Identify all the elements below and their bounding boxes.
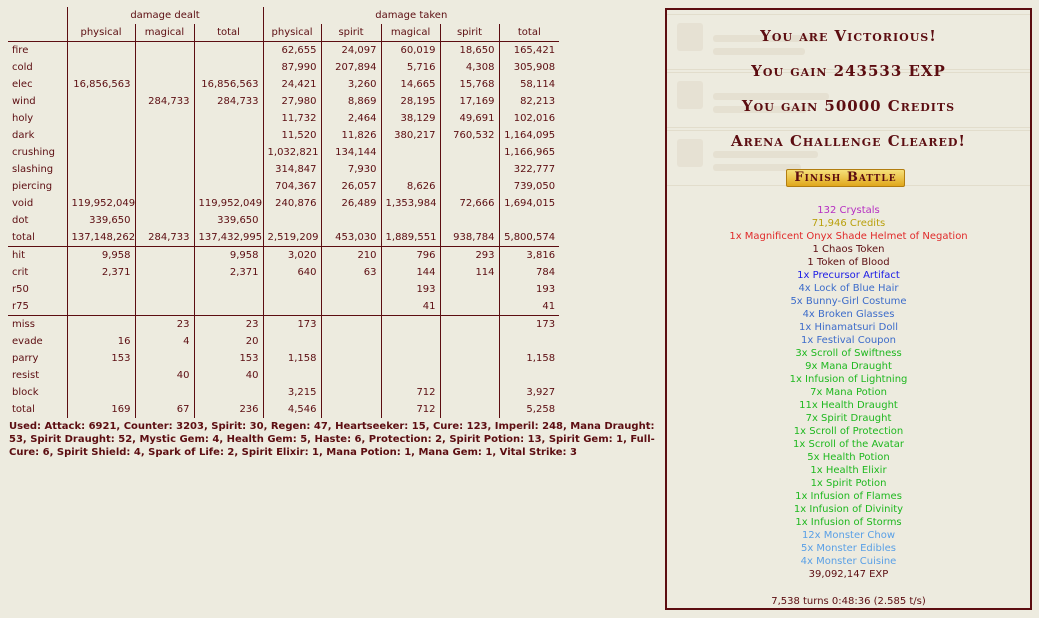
- stat-cell: 5,800,574: [499, 229, 559, 247]
- stat-cell: 87,990: [263, 59, 321, 76]
- loot-item-consumable: 11x Health Draught: [799, 400, 898, 411]
- stat-cell: 8,626: [381, 178, 440, 195]
- stat-cell: 760,532: [440, 127, 499, 144]
- column-header: total: [194, 24, 263, 42]
- stat-cell: [135, 42, 194, 60]
- stat-cell: [194, 298, 263, 316]
- stat-row: [8, 76, 559, 93]
- stat-cell: 1,694,015: [499, 195, 559, 212]
- stat-cell: [135, 127, 194, 144]
- stat-cell: 169: [67, 401, 135, 418]
- stat-row: [8, 401, 559, 418]
- column-header: physical: [67, 24, 135, 42]
- stat-cell: [135, 144, 194, 161]
- loot-item-plain: 1 Token of Blood: [807, 257, 890, 268]
- loot-item-consumable: 1x Infusion of Flames: [795, 491, 902, 502]
- victory-panel: [665, 8, 1032, 610]
- stat-row: [8, 247, 559, 265]
- row-label: void: [12, 198, 34, 209]
- stat-cell: 17,169: [440, 93, 499, 110]
- stat-row: [8, 161, 559, 178]
- row-label: holy: [12, 113, 34, 124]
- stat-cell: 284,733: [194, 93, 263, 110]
- row-label: dark: [12, 130, 35, 141]
- column-header: spirit: [440, 24, 499, 42]
- loot-item-plain: 1 Chaos Token: [812, 244, 885, 255]
- stat-cell: 16,856,563: [194, 76, 263, 93]
- stat-cell: [263, 333, 321, 350]
- stat-cell: 3,215: [263, 384, 321, 401]
- row-label: crushing: [12, 147, 55, 158]
- stat-cell: 1,158: [263, 350, 321, 367]
- stat-cell: [440, 212, 499, 229]
- stat-cell: 119,952,049: [194, 195, 263, 212]
- stat-cell: 24,421: [263, 76, 321, 93]
- damage-dealt-header: damage dealt: [67, 7, 263, 24]
- stat-cell: [440, 281, 499, 298]
- loot-item-consumable: 9x Mana Draught: [805, 361, 892, 372]
- stat-cell: 41: [381, 298, 440, 316]
- stat-cell: 796: [381, 247, 440, 265]
- stat-cell: [440, 178, 499, 195]
- stat-cell: 2,371: [194, 264, 263, 281]
- stat-cell: 153: [194, 350, 263, 367]
- loot-item-food: 4x Monster Cuisine: [800, 556, 897, 567]
- stat-row: [8, 298, 559, 316]
- stat-row: [8, 195, 559, 212]
- stat-cell: [135, 212, 194, 229]
- arena-cleared: Arena Challenge Cleared!: [731, 132, 966, 150]
- stat-cell: 4,308: [440, 59, 499, 76]
- stat-cell: [321, 384, 381, 401]
- stat-cell: 82,213: [499, 93, 559, 110]
- loot-item-artifact: 1x Precursor Artifact: [797, 270, 900, 281]
- stat-cell: [135, 298, 194, 316]
- stat-cell: 102,016: [499, 110, 559, 127]
- loot-item-consumable: 7x Spirit Draught: [805, 413, 892, 424]
- stat-cell: 18,650: [440, 42, 499, 60]
- stat-cell: 165,421: [499, 42, 559, 60]
- stat-cell: 3,816: [499, 247, 559, 265]
- loot-item-consumable: 1x Infusion of Lightning: [789, 374, 908, 385]
- stat-cell: [135, 110, 194, 127]
- stat-cell: 14,665: [381, 76, 440, 93]
- stat-cell: 339,650: [67, 212, 135, 229]
- loot-item-costume: 5x Bunny-Girl Costume: [790, 296, 907, 307]
- stat-cell: 23: [194, 316, 263, 334]
- stat-cell: [67, 144, 135, 161]
- stat-row: [8, 350, 559, 367]
- damage-taken-header: damage taken: [263, 7, 559, 24]
- stat-cell: [499, 333, 559, 350]
- stat-cell: 4: [135, 333, 194, 350]
- stat-row: [8, 93, 559, 110]
- stat-cell: 339,650: [194, 212, 263, 229]
- stat-cell: [440, 350, 499, 367]
- stat-cell: [440, 401, 499, 418]
- stat-cell: [321, 401, 381, 418]
- loot-item-costume: 4x Lock of Blue Hair: [798, 283, 899, 294]
- row-label: total: [12, 404, 35, 415]
- row-label: cold: [12, 62, 33, 73]
- stat-cell: 9,958: [194, 247, 263, 265]
- row-label: hit: [8, 247, 67, 265]
- stat-cell: 9,958: [67, 247, 135, 265]
- stat-cell: [67, 178, 135, 195]
- stat-cell: [194, 127, 263, 144]
- stat-cell: 7,930: [321, 161, 381, 178]
- loot-item-crystal: 132 Crystals: [817, 205, 880, 216]
- stat-cell: 4,546: [263, 401, 321, 418]
- stat-cell: 11,520: [263, 127, 321, 144]
- stat-cell: [135, 195, 194, 212]
- stat-cell: 11,826: [321, 127, 381, 144]
- row-label: total: [12, 232, 35, 243]
- loot-item-costume: 4x Broken Glasses: [802, 309, 895, 320]
- row-label: crit: [12, 267, 29, 278]
- stat-cell: [67, 367, 135, 384]
- stat-cell: 1,032,821: [263, 144, 321, 161]
- stat-cell: 16: [67, 333, 135, 350]
- table-column-header: [8, 24, 559, 42]
- stat-cell: 119,952,049: [67, 195, 135, 212]
- stat-cell: [499, 212, 559, 229]
- mp-bar: [713, 48, 805, 55]
- stat-cell: 60,019: [381, 42, 440, 60]
- stat-cell: 210: [321, 247, 381, 265]
- stat-row: [8, 264, 559, 281]
- column-header: total: [499, 24, 559, 42]
- loot-item-consumable: 3x Scroll of Swiftness: [795, 348, 902, 359]
- stat-cell: [263, 367, 321, 384]
- loot-item-food: 5x Monster Edibles: [800, 543, 897, 554]
- stat-row: [8, 384, 559, 401]
- stat-cell: [263, 298, 321, 316]
- stat-cell: [440, 298, 499, 316]
- stat-cell: [194, 384, 263, 401]
- stat-cell: [67, 161, 135, 178]
- stat-cell: 67: [135, 401, 194, 418]
- stat-cell: [135, 76, 194, 93]
- stat-cell: 24,097: [321, 42, 381, 60]
- corner-cell: [8, 24, 67, 42]
- stat-cell: 27,980: [263, 93, 321, 110]
- table-group-header: [8, 7, 559, 24]
- battle-stats-table: [8, 7, 559, 418]
- stat-cell: [440, 161, 499, 178]
- loot-item-costume: 1x Festival Coupon: [801, 335, 896, 346]
- row-label: resist: [12, 370, 40, 381]
- skills-used-summary: Used: Attack: 6921, Counter: 3203, Spirit: 30, Regen: 47, Heartseeker: 15, Cure: 123, Imperil: 248, Mana Draught: 53, Spirit Draught: 52, Mystic Gem: 4, Health Gem: 5, Haste: 6, Protection: 2, Spirit Potion: 13, Spirit Gem: 1, Full-Cure: 6, Spirit Shield: 4, Spark of Life: 2, Spirit Elixir: 1, Mana Potion: 1, Mana Gem: 1, Vital Strike: 3: [9, 421, 655, 458]
- stat-cell: [321, 367, 381, 384]
- row-label: r50: [12, 284, 29, 295]
- loot-item-consumable: 7x Mana Potion: [810, 387, 887, 398]
- row-label: fire: [8, 42, 67, 60]
- stat-row: [8, 127, 559, 144]
- stat-cell: [440, 333, 499, 350]
- stat-cell: 16,856,563: [67, 76, 135, 93]
- stat-cell: 784: [499, 264, 559, 281]
- stat-cell: 144: [381, 264, 440, 281]
- stat-cell: [321, 212, 381, 229]
- stat-cell: 236: [194, 401, 263, 418]
- stat-cell: 23: [135, 316, 194, 334]
- stat-cell: [321, 350, 381, 367]
- stat-cell: [67, 110, 135, 127]
- stat-cell: [135, 178, 194, 195]
- stat-cell: 72,666: [440, 195, 499, 212]
- stat-cell: 38,129: [381, 110, 440, 127]
- row-label: evade: [12, 336, 43, 347]
- stat-cell: 293: [440, 247, 499, 265]
- loot-item-consumable: 1x Health Elixir: [810, 465, 887, 476]
- loot-item-consumable: 1x Scroll of the Avatar: [793, 439, 904, 450]
- stat-cell: [67, 93, 135, 110]
- stat-cell: [135, 59, 194, 76]
- stat-cell: 193: [499, 281, 559, 298]
- stat-cell: 40: [135, 367, 194, 384]
- row-label: miss: [8, 316, 67, 334]
- row-label: slashing: [12, 164, 54, 175]
- stat-cell: [67, 298, 135, 316]
- stat-cell: 207,894: [321, 59, 381, 76]
- stat-cell: [67, 42, 135, 60]
- row-label: r75: [12, 301, 29, 312]
- stat-cell: [381, 161, 440, 178]
- loot-item-consumable: 5x Health Potion: [807, 452, 890, 463]
- stat-cell: 153: [67, 350, 135, 367]
- loot-item-consumable: 1x Infusion of Storms: [795, 517, 902, 528]
- stat-cell: 3,020: [263, 247, 321, 265]
- stat-cell: 11,732: [263, 110, 321, 127]
- stat-cell: 1,164,095: [499, 127, 559, 144]
- stat-row: [8, 281, 559, 298]
- stat-cell: 712: [381, 401, 440, 418]
- stat-cell: 40: [194, 367, 263, 384]
- stat-cell: [321, 316, 381, 334]
- stat-cell: [381, 367, 440, 384]
- stat-cell: 134,144: [321, 144, 381, 161]
- stat-cell: [67, 59, 135, 76]
- turn-summary: 7,538 turns 0:48:36 (2.585 t/s): [771, 596, 926, 607]
- row-label: elec: [12, 79, 33, 90]
- stat-cell: 2,519,209: [263, 229, 321, 247]
- stat-cell: [194, 161, 263, 178]
- stat-cell: 58,114: [499, 76, 559, 93]
- stat-cell: 1,353,984: [381, 195, 440, 212]
- stat-cell: [381, 333, 440, 350]
- stat-cell: 1,889,551: [381, 229, 440, 247]
- stat-cell: [135, 281, 194, 298]
- stat-row: [8, 229, 559, 247]
- row-label: parry: [12, 353, 39, 364]
- stat-cell: 15,768: [440, 76, 499, 93]
- loot-list: [667, 204, 1030, 581]
- stat-cell: [67, 384, 135, 401]
- loot-item-legendary: 1x Magnificent Onyx Shade Helmet of Negation: [729, 231, 968, 242]
- loot-item-credit: 71,946 Credits: [811, 218, 886, 229]
- stat-cell: [381, 212, 440, 229]
- stat-cell: 1,166,965: [499, 144, 559, 161]
- stat-cell: 49,691: [440, 110, 499, 127]
- column-header: physical: [263, 24, 321, 42]
- stat-cell: 1,158: [499, 350, 559, 367]
- stat-row: [8, 42, 559, 60]
- stat-cell: 173: [263, 316, 321, 334]
- stat-cell: 26,057: [321, 178, 381, 195]
- stat-cell: 322,777: [499, 161, 559, 178]
- stat-cell: 5,716: [381, 59, 440, 76]
- stat-row: [8, 178, 559, 195]
- stat-row: [8, 367, 559, 384]
- stat-cell: [135, 384, 194, 401]
- stat-cell: 41: [499, 298, 559, 316]
- stat-cell: [135, 161, 194, 178]
- stat-cell: [194, 110, 263, 127]
- stat-cell: [67, 281, 135, 298]
- stat-cell: 380,217: [381, 127, 440, 144]
- stat-cell: [263, 281, 321, 298]
- stat-cell: 284,733: [135, 229, 194, 247]
- stat-cell: [67, 127, 135, 144]
- stat-cell: [135, 350, 194, 367]
- stat-cell: 284,733: [135, 93, 194, 110]
- stat-cell: [321, 333, 381, 350]
- stat-cell: [321, 298, 381, 316]
- stat-row: [8, 144, 559, 161]
- finish-battle-button[interactable]: Finish Battle: [786, 169, 905, 187]
- stat-cell: 453,030: [321, 229, 381, 247]
- stat-cell: [381, 350, 440, 367]
- stat-cell: [194, 144, 263, 161]
- corner-cell: [8, 7, 67, 24]
- stat-cell: [440, 144, 499, 161]
- stat-cell: [440, 367, 499, 384]
- row-label: dot: [12, 215, 29, 226]
- exp-gained: You gain 243533 EXP: [751, 62, 946, 80]
- stat-cell: [135, 264, 194, 281]
- stat-cell: 193: [381, 281, 440, 298]
- stat-cell: 739,050: [499, 178, 559, 195]
- loot-item-food: 12x Monster Chow: [801, 530, 896, 541]
- stat-row: [8, 110, 559, 127]
- stat-cell: 305,908: [499, 59, 559, 76]
- stat-cell: 938,784: [440, 229, 499, 247]
- stat-cell: 5,258: [499, 401, 559, 418]
- victory-heading: You are Victorious!: [760, 27, 937, 45]
- loot-item-consumable: 1x Infusion of Divinity: [793, 504, 904, 515]
- stat-cell: [135, 247, 194, 265]
- stat-cell: [194, 42, 263, 60]
- stat-cell: [381, 144, 440, 161]
- stat-cell: [321, 281, 381, 298]
- stat-row: [8, 59, 559, 76]
- stat-row: [8, 333, 559, 350]
- stat-cell: 62,655: [263, 42, 321, 60]
- stat-cell: 712: [381, 384, 440, 401]
- stat-cell: [440, 384, 499, 401]
- stat-cell: 26,489: [321, 195, 381, 212]
- column-header: magical: [381, 24, 440, 42]
- stat-cell: 314,847: [263, 161, 321, 178]
- stat-cell: 63: [321, 264, 381, 281]
- stat-row: [8, 212, 559, 229]
- stat-cell: 20: [194, 333, 263, 350]
- stat-cell: 3,927: [499, 384, 559, 401]
- stat-cell: 28,195: [381, 93, 440, 110]
- loot-item-costume: 1x Hinamatsuri Doll: [798, 322, 898, 333]
- stat-cell: [499, 367, 559, 384]
- stat-cell: 114: [440, 264, 499, 281]
- stat-cell: [194, 281, 263, 298]
- stat-cell: 137,148,262: [67, 229, 135, 247]
- column-header: spirit: [321, 24, 381, 42]
- credits-gained: You gain 50000 Credits: [741, 97, 956, 115]
- stat-cell: 640: [263, 264, 321, 281]
- row-label: block: [12, 387, 39, 398]
- stat-row: [8, 316, 559, 334]
- stat-cell: [263, 212, 321, 229]
- stat-cell: [381, 316, 440, 334]
- loot-item-plain: 39,092,147 EXP: [808, 569, 889, 580]
- stat-cell: 3,260: [321, 76, 381, 93]
- stat-cell: 704,367: [263, 178, 321, 195]
- stat-cell: [440, 316, 499, 334]
- stat-cell: 137,432,995: [194, 229, 263, 247]
- hp-bar: [713, 151, 818, 158]
- stat-cell: [67, 316, 135, 334]
- loot-item-consumable: 1x Spirit Potion: [810, 478, 887, 489]
- stat-cell: [194, 178, 263, 195]
- stat-cell: [194, 59, 263, 76]
- stat-cell: 240,876: [263, 195, 321, 212]
- stat-cell: 8,869: [321, 93, 381, 110]
- stat-cell: 173: [499, 316, 559, 334]
- stat-cell: 2,464: [321, 110, 381, 127]
- row-label: piercing: [12, 181, 53, 192]
- row-label: wind: [12, 96, 36, 107]
- stat-cell: 2,371: [67, 264, 135, 281]
- loot-item-consumable: 1x Scroll of Protection: [793, 426, 904, 437]
- column-header: magical: [135, 24, 194, 42]
